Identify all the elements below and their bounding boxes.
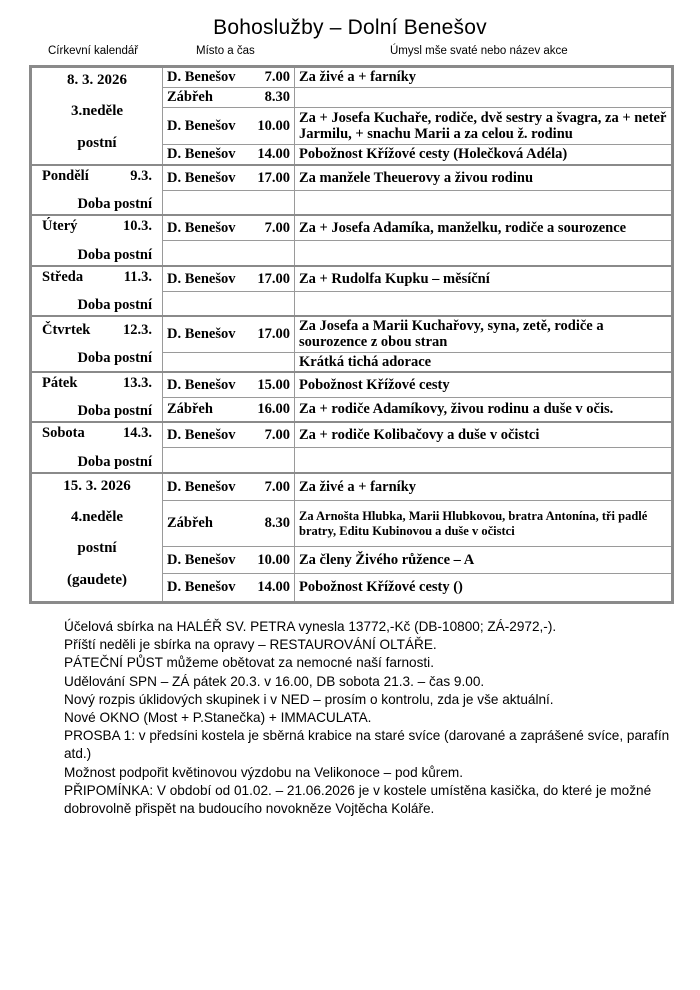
day-name-and-date bbox=[42, 322, 154, 338]
place-time-cell bbox=[163, 372, 295, 397]
intention-cell: Za + rodiče Adamíkovy, živou rodinu a duše v očis. bbox=[295, 397, 673, 422]
day-cell bbox=[31, 372, 163, 422]
day-name: Pátek bbox=[42, 374, 78, 391]
announcement-line: Možnost podpořit květinovou výzdobu na Velikonoce – pod kůrem. bbox=[64, 764, 463, 780]
mass-time: 8.30 bbox=[264, 515, 290, 532]
day-label-1: 4.neděle bbox=[70, 509, 124, 526]
intention-cell bbox=[295, 448, 673, 473]
mass-time: 8.30 bbox=[264, 89, 290, 106]
table-row bbox=[31, 422, 673, 447]
intention-cell: Za + Rudolfa Kupku – měsíční bbox=[295, 266, 673, 291]
day-name-and-date bbox=[42, 269, 154, 285]
day-name-and-date bbox=[42, 218, 154, 234]
announcement-line: Nový rozpis úklidových skupinek i v NED – prosím o kontrolu, zda je vše aktuální. bbox=[64, 691, 554, 707]
day-name: Pondělí bbox=[42, 167, 89, 184]
place-name: D. Benešov bbox=[167, 376, 236, 393]
schedule-table-wrapper bbox=[29, 65, 671, 604]
day-name: Středa bbox=[42, 268, 84, 285]
mass-time: 14.00 bbox=[257, 146, 290, 163]
place-name: D. Benešov bbox=[167, 427, 236, 444]
mass-time: 17.00 bbox=[257, 326, 290, 343]
mass-time: 14.00 bbox=[257, 579, 290, 596]
place-time-cell bbox=[163, 546, 295, 573]
intention-cell: Za živé a + farníky bbox=[295, 473, 673, 501]
place-name: D. Benešov bbox=[167, 169, 236, 186]
day-date: 15. 3. 2026 bbox=[63, 477, 131, 494]
caption-place-time: Místo a čas bbox=[196, 45, 255, 58]
mass-time: 17.00 bbox=[257, 270, 290, 287]
announcement-line: Nové OKNO (Most + P.Stanečka) + IMMACULATA. bbox=[64, 709, 372, 725]
day-season-note: Doba postní bbox=[77, 350, 152, 367]
intention-cell: Pobožnost Křížové cesty (Holečková Adéla) bbox=[295, 144, 673, 165]
place-name: D. Benešov bbox=[167, 117, 236, 134]
intention-cell: Pobožnost Křížové cesty () bbox=[295, 574, 673, 603]
announcement-line: Udělování SPN – ZÁ pátek 20.3. v 16.00, DB sobota 21.3. – čas 9.00. bbox=[64, 673, 485, 689]
intention-cell: Za + rodiče Kolibačovy a duše v očistci bbox=[295, 422, 673, 447]
day-label-3: (gaudete) bbox=[67, 571, 127, 588]
announcement-line: PROSBA 1: v předsíni kostela je sběrná krabice na staré svíce (darované a zaprášené svíce, parafín atd.) bbox=[64, 728, 670, 762]
place-time-cell bbox=[163, 165, 295, 190]
place-time-cell bbox=[163, 316, 295, 352]
intention-cell: Za živé a + farníky bbox=[295, 67, 673, 88]
mass-time: 7.00 bbox=[264, 427, 290, 444]
day-date: 10.3. bbox=[123, 218, 152, 235]
mass-time: 16.00 bbox=[257, 401, 290, 418]
place-name: Zábřeh bbox=[167, 89, 213, 106]
day-date: 13.3. bbox=[123, 374, 152, 391]
table-row bbox=[31, 215, 673, 240]
intention-cell: Pobožnost Křížové cesty bbox=[295, 372, 673, 397]
place-time-cell bbox=[163, 190, 295, 215]
column-captions bbox=[0, 45, 700, 63]
mass-time: 10.00 bbox=[257, 551, 290, 568]
place-time-cell bbox=[163, 241, 295, 266]
page-title: Bohoslužby – Dolní Benešov bbox=[213, 16, 487, 39]
intention-cell bbox=[295, 241, 673, 266]
place-name: Zábřeh bbox=[167, 401, 213, 418]
mass-time: 10.00 bbox=[257, 117, 290, 134]
mass-time: 17.00 bbox=[257, 169, 290, 186]
place-time-cell bbox=[163, 397, 295, 422]
place-name: D. Benešov bbox=[167, 479, 236, 496]
place-name: D. Benešov bbox=[167, 220, 236, 237]
day-name-and-date bbox=[42, 425, 154, 441]
day-season-note: Doba postní bbox=[77, 196, 152, 213]
day-name: Sobota bbox=[42, 425, 85, 442]
place-time-cell bbox=[163, 88, 295, 108]
day-cell bbox=[31, 215, 163, 265]
announcement-line: PÁTEČNÍ PŮST můžeme obětovat za nemocné naší farnosti. bbox=[64, 655, 434, 671]
intention-cell: Krátká tichá adorace bbox=[295, 352, 673, 372]
place-time-cell bbox=[163, 215, 295, 240]
table-row bbox=[31, 473, 673, 501]
mass-time: 7.00 bbox=[264, 69, 290, 86]
place-name: D. Benešov bbox=[167, 326, 236, 343]
intention-cell: Za + Josefa Adamíka, manželku, rodiče a sourozence bbox=[295, 215, 673, 240]
mass-schedule-table bbox=[29, 65, 674, 604]
day-date: 11.3. bbox=[123, 268, 152, 285]
day-cell bbox=[31, 67, 163, 165]
day-date: 9.3. bbox=[130, 167, 152, 184]
place-name: D. Benešov bbox=[167, 146, 236, 163]
caption-church-calendar: Církevní kalendář bbox=[48, 45, 139, 58]
day-season-note: Doba postní bbox=[77, 403, 152, 420]
table-row bbox=[31, 372, 673, 397]
place-time-cell bbox=[163, 144, 295, 165]
day-season-note: Doba postní bbox=[77, 453, 152, 470]
day-label-2: postní bbox=[77, 540, 117, 557]
announcements-list bbox=[0, 618, 700, 818]
day-label-1: 3.neděle bbox=[70, 103, 124, 120]
announcement-line: Účelová sbírka na HALÉŘ SV. PETRA vynesla 13772,-Kč (DB-10800; ZÁ-2972,-). bbox=[64, 618, 557, 634]
place-name: D. Benešov bbox=[167, 270, 236, 287]
announcement-line: Příští neděli je sbírka na opravy – RESTAUROVÁNÍ OLTÁŘE. bbox=[64, 637, 437, 653]
table-row bbox=[31, 316, 673, 352]
intention-cell bbox=[295, 190, 673, 215]
intention-cell: Za + Josefa Kuchaře, rodiče, dvě sestry a švagra, za + neteř Jarmilu, + snachu Marii a za celou ž. rodinu bbox=[295, 108, 673, 145]
day-name: Úterý bbox=[42, 218, 78, 235]
day-cell bbox=[31, 165, 163, 215]
day-date: 14.3. bbox=[123, 425, 152, 442]
place-time-cell bbox=[163, 291, 295, 316]
place-time-cell bbox=[163, 67, 295, 88]
day-cell bbox=[31, 266, 163, 316]
day-season-note: Doba postní bbox=[77, 246, 152, 263]
intention-cell: Za Arnošta Hlubka, Marii Hlubkovou, bratra Antonína, tři padlé bratry, Editu Kubinovou a duše v očistci bbox=[295, 501, 673, 546]
day-cell bbox=[31, 316, 163, 372]
place-time-cell bbox=[163, 422, 295, 447]
place-time-cell bbox=[163, 501, 295, 546]
intention-cell: Za Josefa a Marii Kuchařovy, syna, zetě, rodiče a sourozence z obou stran bbox=[295, 316, 673, 352]
table-row bbox=[31, 266, 673, 291]
announcement-line: PŘIPOMÍNKA: V období od 01.02. – 21.06.2026 je v kostele umístěna kasička, do které je možné dobrovolně přispět na budoucího novokněze Vojtěcha Koláře. bbox=[64, 782, 652, 816]
place-name: D. Benešov bbox=[167, 579, 236, 596]
intention-cell bbox=[295, 291, 673, 316]
day-date: 8. 3. 2026 bbox=[67, 72, 127, 89]
intention-cell bbox=[295, 88, 673, 108]
place-time-cell bbox=[163, 473, 295, 501]
table-row bbox=[31, 67, 673, 88]
intention-cell: Za manžele Theuerovy a živou rodinu bbox=[295, 165, 673, 190]
day-label-2: postní bbox=[77, 134, 117, 151]
day-name: Čtvrtek bbox=[42, 321, 91, 338]
day-cell bbox=[31, 473, 163, 603]
mass-time: 15.00 bbox=[257, 376, 290, 393]
place-time-cell bbox=[163, 574, 295, 603]
mass-time: 7.00 bbox=[264, 220, 290, 237]
intention-cell: Za členy Živého růžence – A bbox=[295, 546, 673, 573]
mass-time: 7.00 bbox=[264, 479, 290, 496]
place-name: D. Benešov bbox=[167, 69, 236, 86]
place-name: D. Benešov bbox=[167, 551, 236, 568]
place-time-cell bbox=[163, 108, 295, 145]
place-name: Zábřeh bbox=[167, 515, 213, 532]
place-time-cell bbox=[163, 352, 295, 372]
day-name-and-date bbox=[42, 168, 154, 184]
table-row bbox=[31, 165, 673, 190]
place-time-cell bbox=[163, 448, 295, 473]
day-date: 12.3. bbox=[123, 321, 152, 338]
caption-intention: Úmysl mše svaté nebo název akce bbox=[390, 45, 568, 58]
day-season-note: Doba postní bbox=[77, 297, 152, 314]
place-time-cell bbox=[163, 266, 295, 291]
day-name-and-date bbox=[42, 375, 154, 391]
day-cell bbox=[31, 422, 163, 472]
